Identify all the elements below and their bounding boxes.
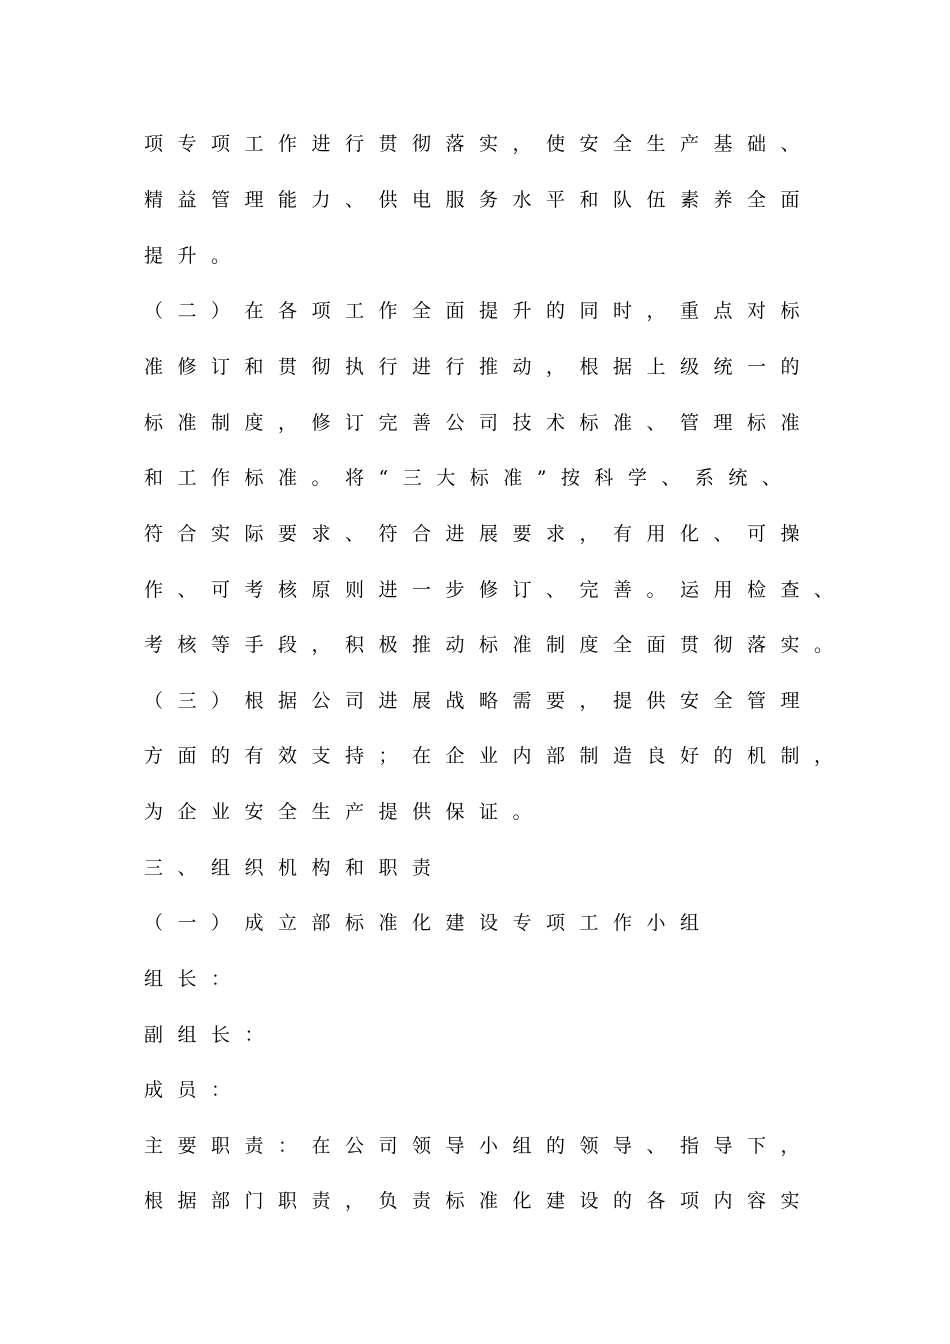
text-line-15: （一）成立部标准化建设专项工作小组 (144, 912, 714, 934)
text-line-19: 主要职责：在公司领导小组的领导、指导下， (144, 1135, 815, 1157)
text-line-12: 方面的有效支持；在企业内部制造良好的机制， (144, 745, 848, 767)
text-line-17: 副组长： (144, 1024, 279, 1046)
text-line-10: 考核等手段，积极推动标准制度全面贯彻落实。 (144, 634, 848, 656)
text-line-2: 精益管理能力、供电服务水平和队伍素养全面 (144, 189, 815, 211)
text-line-11: （三）根据公司进展战略需要，提供安全管理 (144, 690, 815, 712)
text-line-9: 作、可考核原则进一步修订、完善。运用检查、 (144, 579, 848, 601)
text-line-18: 成员： (144, 1079, 245, 1101)
text-line-3: 提升。 (144, 245, 245, 267)
text-line-13: 为企业安全生产提供保证。 (144, 801, 547, 823)
section-heading: 三、组织机构和职责 (144, 857, 446, 879)
text-line-7: 和工作标准。将“三大标准”按科学、系统、 (144, 467, 796, 489)
text-line-4: （二）在各项工作全面提升的同时，重点对标 (144, 300, 815, 322)
text-line-8: 符合实际要求、符合进展要求，有用化、可操 (144, 523, 815, 545)
text-line-20: 根据部门职责，负责标准化建设的各项内容实 (144, 1190, 815, 1212)
text-line-6: 标准制度，修订完善公司技术标准、管理标准 (144, 412, 815, 434)
text-line-16: 组长： (144, 968, 245, 990)
text-line-5: 准修订和贯彻执行进行推动，根据上级统一的 (144, 356, 815, 378)
text-line-1: 项专项工作进行贯彻落实，使安全生产基础、 (144, 133, 815, 155)
